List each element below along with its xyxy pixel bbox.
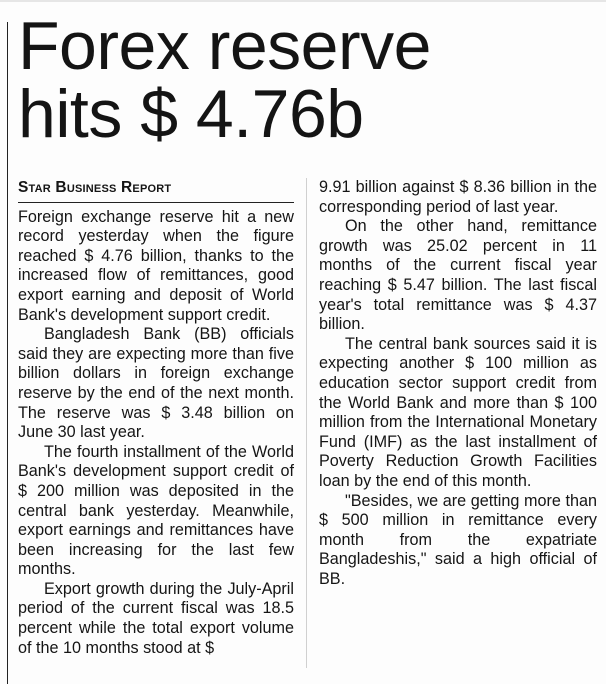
paragraph: The central bank sources said it is expecting another $ 100 million as education sector support credit from the World Bank and more than $ 100 million from the International Monetary Fund (IMF) as the last installment of Poverty Reduction Growth Facilities loan by the end of this month.	[319, 334, 597, 490]
headline	[18, 8, 598, 152]
article-column-left	[18, 178, 294, 658]
paragraph: Bangladesh Bank (BB) officials said they are expecting more than five billion dollars in foreign exchange reserve by the end of the next month. The reserve was $ 3.48 billion on June 30 last year.	[18, 325, 294, 442]
top-edge	[0, 0, 606, 2]
paragraph-continued: 9.91 billion against $ 8.36 billion in the corresponding period of last year.	[319, 178, 597, 216]
paragraph: Export growth during the July-April period of the current fiscal was 18.5 percent while the total export volume of the 10 months stood at $	[18, 579, 294, 657]
article-column-right	[319, 178, 597, 589]
paragraph: "Besides, we are getting more than $ 500 million in remittance every month from the expatriate Bangladeshis," said a high official of BB.	[319, 491, 597, 588]
column-divider	[306, 178, 307, 668]
paragraph: Foreign exchange reserve hit a new record yesterday when the figure reached $ 4.76 billion, thanks to the increased flow of remittances, good export earning and deposit of World Bank's development support credit.	[18, 207, 294, 324]
headline-line-2: hits $ 4.76b	[18, 76, 364, 152]
paragraph: On the other hand, remittance growth was 25.02 percent in 11 months of the current fiscal year reaching $ 5.47 billion. The last fiscal year's total remittance was $ 4.37 billion.	[319, 217, 597, 334]
paragraph: The fourth installment of the World Bank's development support credit of $ 200 million was deposited in the central bank yesterday. Meanwhile, export earnings and remittances have been increasing for the last few months.	[18, 442, 294, 579]
left-column-rule	[7, 22, 8, 684]
byline: Star Business Report	[18, 178, 294, 203]
headline-line-1: Forex reserve	[18, 8, 431, 84]
